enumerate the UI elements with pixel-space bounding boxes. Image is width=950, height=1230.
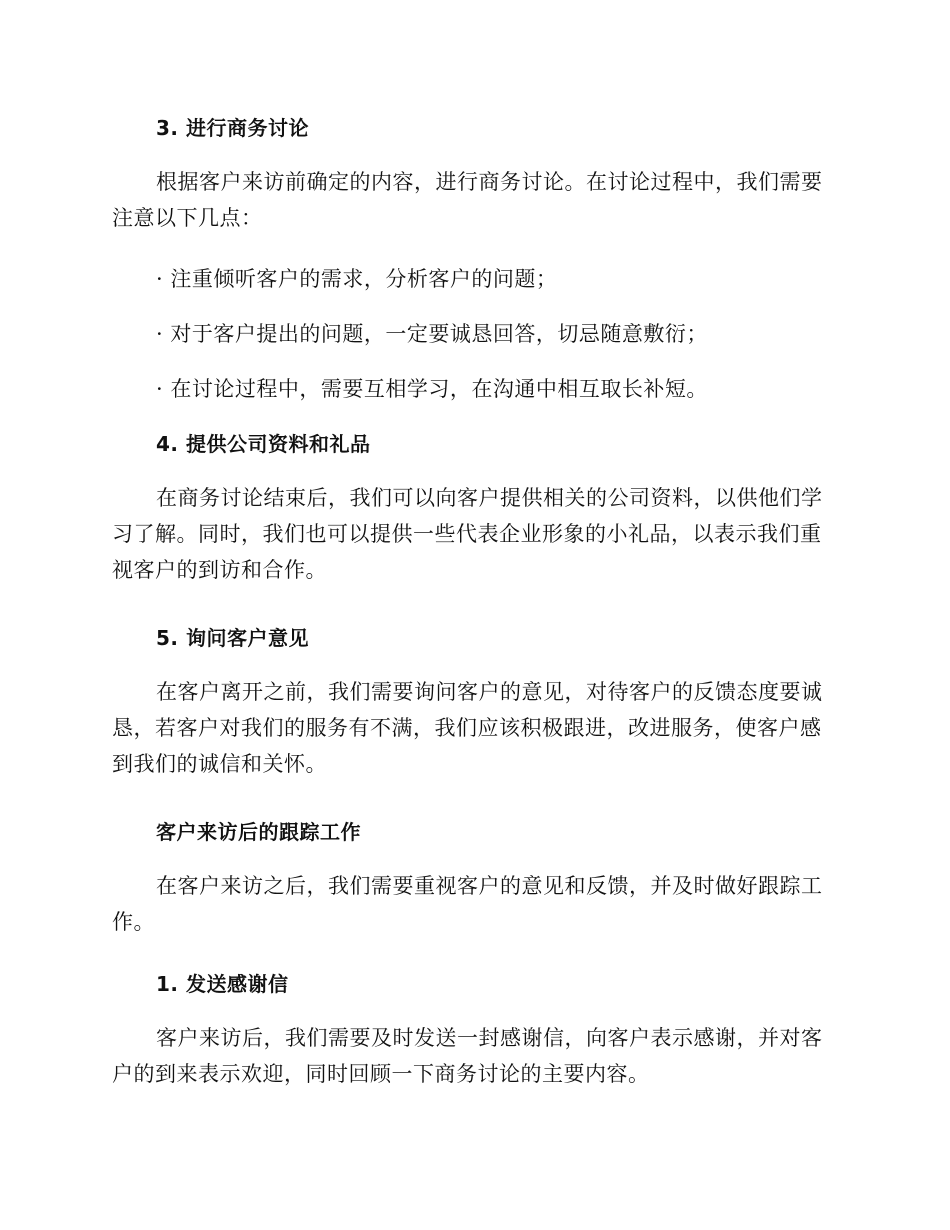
section-3-bullet-1: · 注重倾听客户的需求，分析客户的问题；	[156, 267, 558, 291]
section-4-paragraph: 在商务讨论结束后，我们可以向客户提供相关的公司资料，以供他们学习了解。同时，我们也可以提供一些代表企业形象的小礼品，以表示我们重视客户的到访和合作。	[112, 486, 823, 582]
followup-1-heading: 1. 发送感谢信	[156, 972, 289, 996]
followup-heading: 客户来访后的跟踪工作	[156, 820, 361, 844]
followup-1-paragraph: 客户来访后，我们需要及时发送一封感谢信，向客户表示感谢，并对客户的到来表示欢迎，同时回顾一下商务讨论的主要内容。	[112, 1026, 823, 1086]
followup-paragraph: 在客户来访之后，我们需要重视客户的意见和反馈，并及时做好跟踪工作。	[112, 874, 823, 934]
section-5-heading: 5. 询问客户意见	[156, 626, 309, 650]
section-3-paragraph: 根据客户来访前确定的内容，进行商务讨论。在讨论过程中，我们需要注意以下几点：	[112, 170, 823, 230]
section-5-paragraph: 在客户离开之前，我们需要询问客户的意见，对待客户的反馈态度要诚恳，若客户对我们的服务有不满，我们应该积极跟进，改进服务，使客户感到我们的诚信和关怀。	[112, 680, 823, 776]
section-3-bullet-2: · 对于客户提出的问题，一定要诚恳回答，切忌随意敷衍；	[156, 322, 708, 346]
section-3-heading: 3. 进行商务讨论	[156, 116, 309, 140]
section-4-heading: 4. 提供公司资料和礼品	[156, 432, 371, 456]
section-3-bullet-3: · 在讨论过程中，需要互相学习，在沟通中相互取长补短。	[156, 377, 708, 401]
